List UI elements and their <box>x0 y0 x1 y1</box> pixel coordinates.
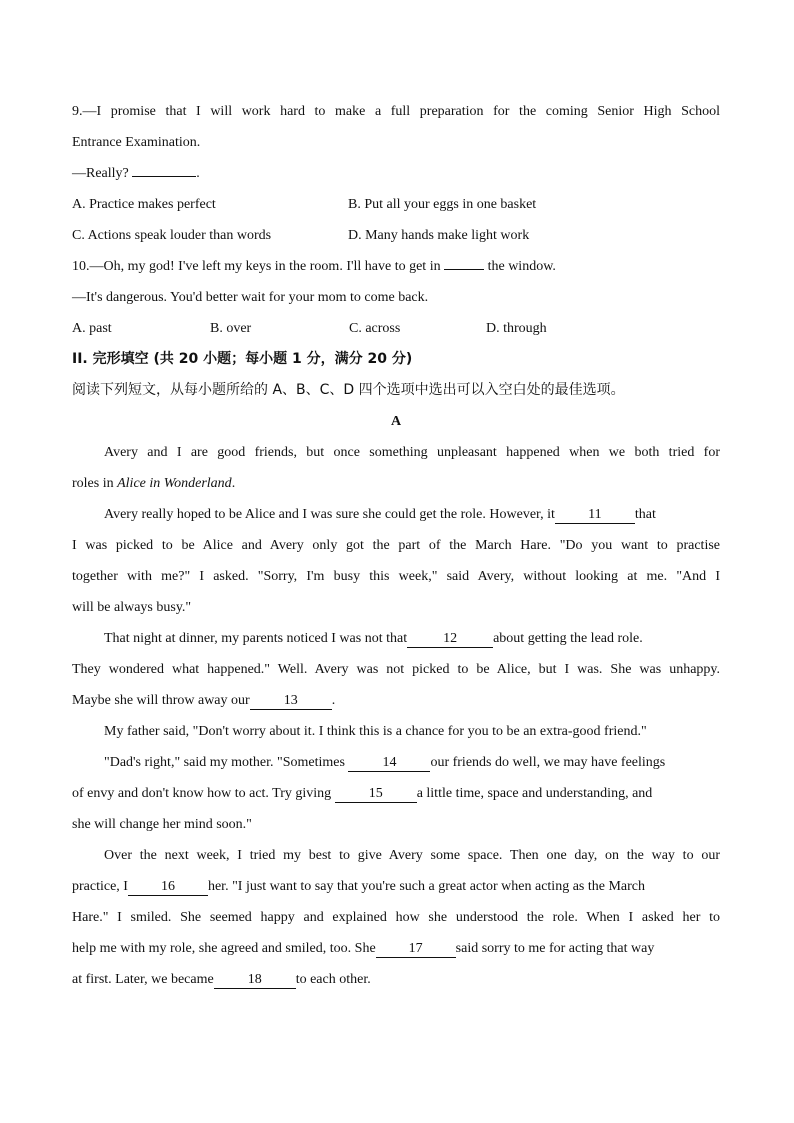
passage-p5-line2 <box>72 778 720 809</box>
exam-page <box>72 96 720 995</box>
blank-18[interactable]: 18 <box>214 972 296 989</box>
p1-end: . <box>231 476 236 491</box>
passage-p6-line1: Over the next week, I tried my best to give Avery some space. Then one day, on the way to our <box>104 848 720 863</box>
q9-option-b[interactable]: B. Put all your eggs in one basket <box>348 197 537 212</box>
q9-option-a[interactable]: A. Practice makes perfect <box>72 197 216 212</box>
section-instruction: 阅读下列短文，从每小题所给的 A、B、C、D 四个选项中选出可以入空白处的最佳选项。 <box>72 382 625 398</box>
q10-stem-line2: —It's dangerous. You'd better wait for your mom to come back. <box>72 290 429 305</box>
passage-p2-line3: together with me?" I asked. "Sorry, I'm busy this week," said Avery, without looking at me. "And I <box>72 569 720 584</box>
p6-text-e: at first. Later, we became <box>72 972 214 987</box>
blank-13[interactable]: 13 <box>250 693 332 710</box>
q10-option-d[interactable]: D. through <box>486 321 547 336</box>
p6-text-b: her. "I just want to say that you're such a great actor when acting as the March <box>207 879 646 894</box>
p6-text-c: help me with my role, she agreed and smiled, too. She <box>72 941 376 956</box>
q9-stem-line2: Entrance Examination. <box>72 135 201 150</box>
q9-option-c[interactable]: C. Actions speak louder than words <box>72 228 272 243</box>
passage-p3-line1 <box>72 623 720 654</box>
passage-p6-line4 <box>72 933 720 964</box>
p5-text-c: of envy and don't know how to act. Try giving <box>72 786 332 801</box>
q10-option-c[interactable]: C. across <box>349 321 401 336</box>
q10-stem-text: 10.—Oh, my god! I've left my keys in the room. I'll have to get in <box>72 259 441 274</box>
p6-text-d: said sorry to me for acting that way <box>455 941 655 956</box>
passage-p3-line2: They wondered what happened." Well. Avery was not picked to be Alice, but I was. She was unhappy. <box>72 662 720 677</box>
blank-12[interactable]: 12 <box>407 631 493 648</box>
passage-p2-line4: will be always busy." <box>72 600 192 615</box>
passage-p2-line2: I was picked to be Alice and Avery only got the part of the March Hare. "Do you want to practise <box>72 538 720 553</box>
q9-options-row1 <box>72 189 720 220</box>
blank-15[interactable]: 15 <box>335 786 417 803</box>
passage-p2-line1 <box>72 499 720 530</box>
p2-text-b: that <box>634 507 656 522</box>
q9-reply-line <box>72 158 720 189</box>
passage-p5-line1 <box>72 747 720 778</box>
passage-p1-line2 <box>72 468 720 499</box>
passage-p3-line3 <box>72 685 720 716</box>
blank-17[interactable]: 17 <box>376 941 456 958</box>
q9-options-row2 <box>72 220 720 251</box>
passage-p6-line3: Hare." I smiled. She seemed happy and explained how she understood the role. When I asked her to <box>72 910 720 925</box>
p6-text-f: to each other. <box>295 972 371 987</box>
p1-text: roles in <box>72 476 114 491</box>
p5-text-b: our friends do well, we may have feelings <box>430 755 666 770</box>
passage-p4-line1: My father said, "Don't worry about it. I think this is a chance for you to be an extra-good friend." <box>104 724 647 739</box>
q9-reply-text: —Really? <box>72 166 129 181</box>
q10-options-row <box>72 313 720 344</box>
q10-stem-end: the window. <box>487 259 556 274</box>
p2-text-a: Avery really hoped to be Alice and I was sure she could get the role. However, it <box>104 507 555 522</box>
p3-text-b: about getting the lead role. <box>493 631 643 646</box>
passage-label: A <box>390 414 402 429</box>
q9-reply-end: . <box>196 166 200 181</box>
q10-answer-blank[interactable] <box>444 269 484 270</box>
q9-option-d[interactable]: D. Many hands make light work <box>348 228 530 243</box>
p5-text-a: "Dad's right," said my mother. "Sometimes <box>104 755 345 770</box>
section-heading <box>72 344 720 375</box>
p3-text-c: Maybe she will throw away our <box>72 693 250 708</box>
p6-text-a: practice, I <box>72 879 128 894</box>
p3-text-d: . <box>331 693 336 708</box>
q10-option-b[interactable]: B. over <box>210 321 252 336</box>
section-title: II. 完形填空 (共 20 小题；每小题 1 分，满分 20 分) <box>72 351 413 367</box>
q10-stem-line1 <box>72 251 720 282</box>
q10-option-a[interactable]: A. past <box>72 321 112 336</box>
q9-answer-blank[interactable] <box>132 176 196 177</box>
passage-p6-line5 <box>72 964 720 995</box>
blank-16[interactable]: 16 <box>128 879 208 896</box>
p5-text-d: a little time, space and understanding, and <box>416 786 653 801</box>
passage-p6-line2 <box>72 871 720 902</box>
passage-p5-line3: she will change her mind soon." <box>72 817 252 832</box>
passage-p1-line1: Avery and I are good friends, but once something unpleasant happened when we both tried for <box>104 445 720 460</box>
blank-11[interactable]: 11 <box>555 507 635 524</box>
p3-text-a: That night at dinner, my parents noticed I was not that <box>104 631 408 646</box>
play-title: Alice in Wonderland <box>117 476 232 491</box>
blank-14[interactable]: 14 <box>348 755 430 772</box>
q9-stem-line1: 9.—I promise that I will work hard to make a full preparation for the coming Senior High School <box>72 104 720 119</box>
